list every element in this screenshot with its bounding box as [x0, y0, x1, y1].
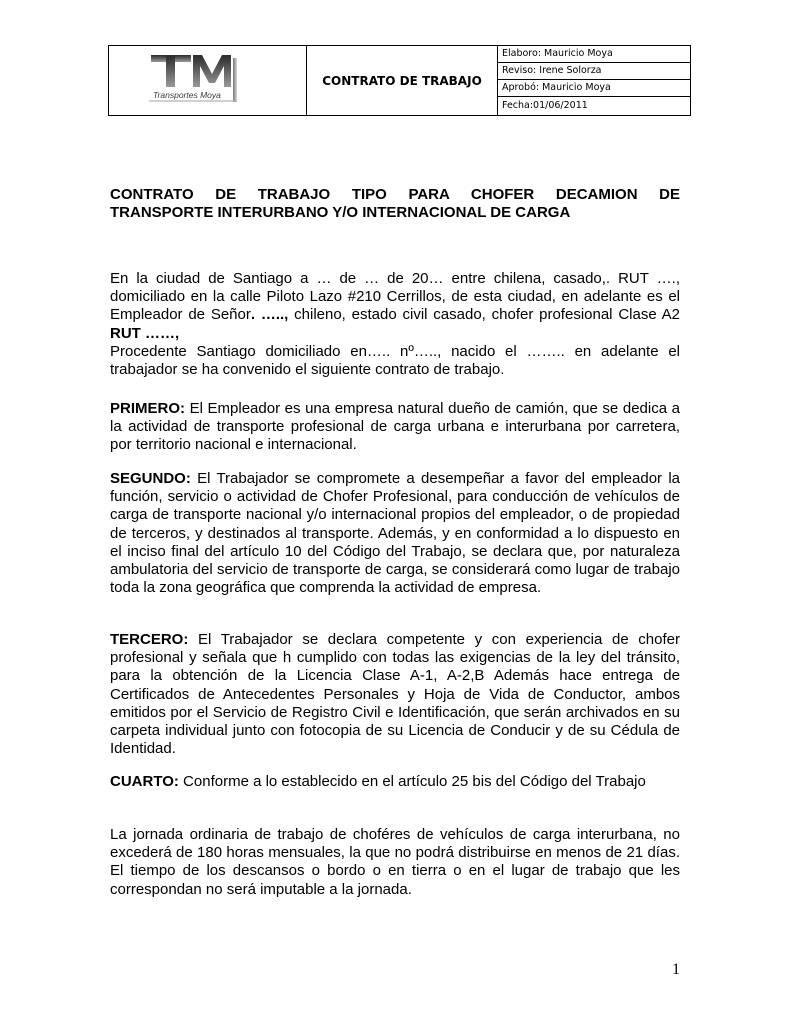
meta-reviso: Reviso: Irene Solorza [498, 63, 690, 80]
logo-caption: Transportes Moya [153, 90, 221, 100]
clause-tercero-label: TERCERO: [110, 631, 189, 648]
clause-segundo-label: SEGUNDO: [110, 470, 191, 487]
document-title-line1: CONTRATO DE TRABAJO TIPO PARA CHOFER DECAMION DE [110, 186, 680, 203]
clause-primero-text: El Empleador es una empresa natural dueño de camión, que se dedica a la actividad de transporte profesional de carga urbana e interurbana por carretera, por territorio nacional e internacional. [110, 400, 680, 454]
clause-cuarto-text: Conforme a lo establecido en el artículo 25 bis del Código del Trabajo [178, 773, 646, 790]
clause-cuarto [110, 773, 680, 791]
meta-elaboro: Elaboro: Mauricio Moya [498, 46, 690, 63]
intro-paragraph [110, 270, 680, 379]
intro-rut: RUT ……, [110, 324, 180, 342]
clause-segundo-text: El Trabajador se compromete a desempeñar a favor del empleador la función, servicio o actividad de Chofer Profesional, para conducción de vehículos de carga de transporte nacional y/o internacional propios del empleador, o de propiedad de terceros, y destinados al transporte. Además, y en conformidad a lo dispuesto en el inciso final del artículo 10 del Código del Trabajo, se declara que, por naturaleza ambulatoria del servicio de transporte de carga, se considerará como lugar de trabajo toda la zona geográfica que comprenda la actividad de empresa. [110, 470, 680, 597]
logo-cell [109, 46, 307, 116]
header-title: CONTRATO DE TRABAJO [307, 46, 498, 116]
document-title [110, 186, 680, 222]
document-header-table [108, 45, 691, 116]
intro-text-a: En la ciudad de Santiago a … de … de 20… entre chilena, casado,. RUT …., domiciliado en la calle Piloto Lazo #210 Cerrillos, de esta ciudad, en adelante es el Empleador de Señor [110, 270, 680, 324]
tm-logo-icon [149, 52, 267, 110]
clause-tercero [110, 631, 680, 758]
clause-cuarto-label: CUARTO: [110, 773, 179, 790]
clause-primero-label: PRIMERO: [110, 400, 185, 417]
clause-primero [110, 400, 680, 455]
document-title-line2: TRANSPORTE INTERURBANO Y/O INTERNACIONAL DE CARGA [110, 204, 571, 221]
intro-text-b: . ….., [250, 306, 289, 324]
meta-aprobo: Aprobó: Mauricio Moya [498, 80, 690, 97]
intro-text-e: Procedente Santiago domiciliado en….. nº….., nacido el …….. en adelante el trabajador se ha convenido el siguiente contrato de trabajo. [110, 342, 680, 379]
header-meta [498, 46, 691, 116]
company-logo [149, 52, 267, 110]
clause-segundo [110, 470, 680, 597]
intro-text-c: chileno, estado civil casado, chofer profesional Clase A2 [288, 306, 680, 324]
meta-fecha: Fecha:01/06/2011 [502, 100, 588, 111]
page-number: 1 [672, 961, 680, 978]
jornada-paragraph: La jornada ordinaria de trabajo de choféres de vehículos de carga interurbana, no excederá de 180 horas mensuales, la que no podrá distribuirse en menos de 21 días. El tiempo de los descansos o bordo o en tierra o en el lugar de trabajo que les correspondan no será imputable a la jornada. [110, 826, 680, 898]
clause-tercero-text: El Trabajador se declara competente y con experiencia de chofer profesional y señala que h cumplido con todas las exigencias de la ley del tránsito, para la obtención de la Licencia Clase A-1, A-2,B Además hace entrega de Certificados de Antecedentes Personales y Hoja de Vida de Conductor, ambos emitidos por el Servicio de Registro Civil e Identificación, que serán archivados en su carpeta individual junto con fotocopia de su Licencia de Conducir y de su Cédula de Identidad. [110, 631, 680, 758]
